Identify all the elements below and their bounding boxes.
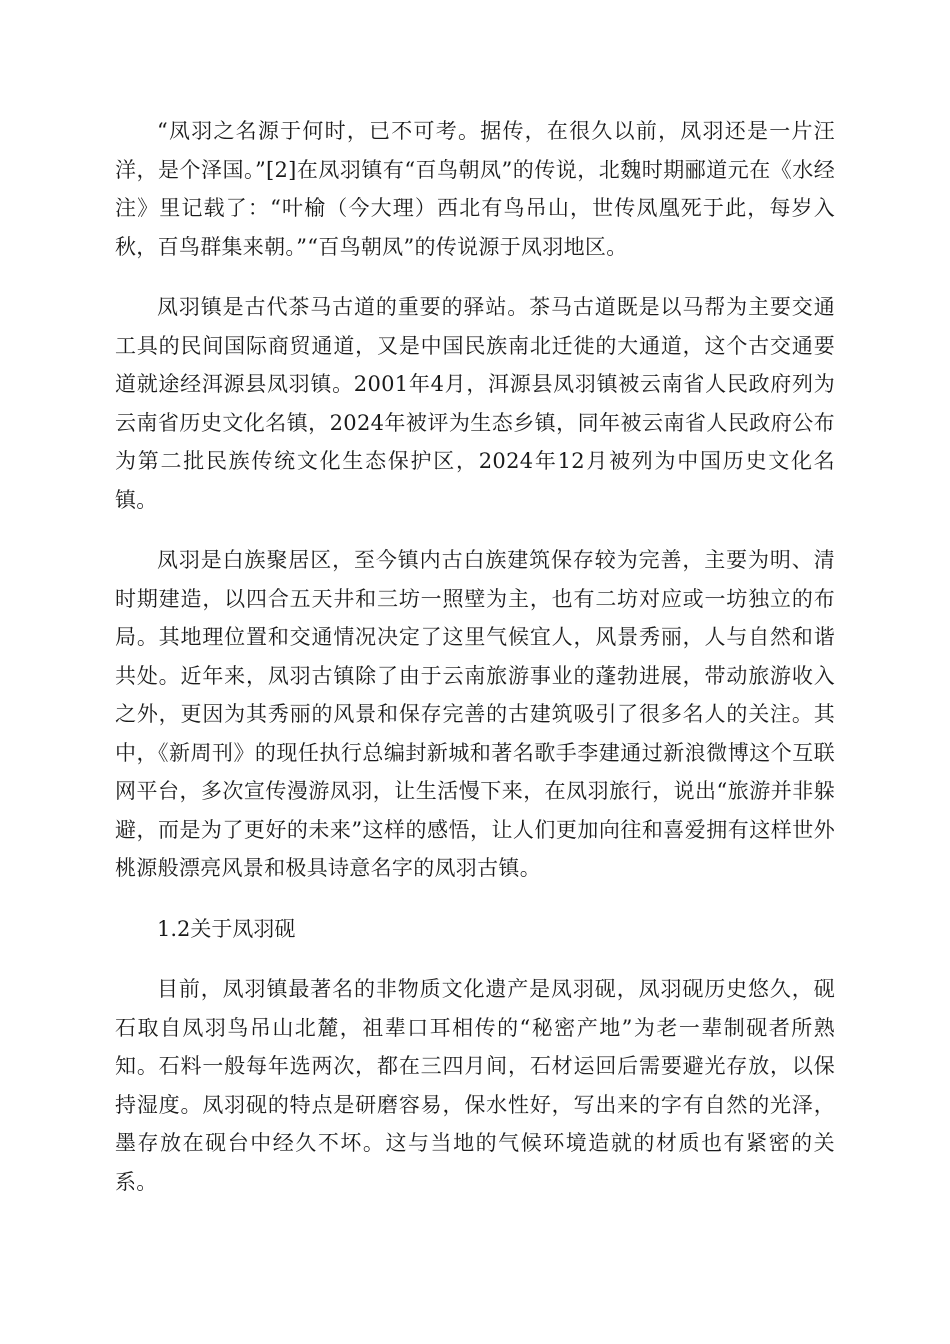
paragraph-fengyu-inkstone: 目前，凤羽镇最著名的非物质文化遗产是凤羽砚，凤羽砚历史悠久，砚石取自凤羽鸟吊山北麓，祖辈口耳相传的“秘密产地”为老一辈制砚者所熟知。石料一般每年选两次，都在三四月间，石材运回后需要避光存放，以保持湿度。凤羽砚的特点是研磨容易，保水性好，写出来的字有自然的光泽，墨存放在砚台中经久不坏。这与当地的气候环境造就的材质也有紧密的关系。: [115, 977, 835, 1194]
paragraph-bai-architecture: 凤羽是白族聚居区，至今镇内古白族建筑保存较为完善，主要为明、清时期建造，以四合五天井和三坊一照壁为主，也有二坊对应或一坊独立的布局。其地理位置和交通情况决定了这里气候宜人，风景秀丽，人与自然和谐共处。近年来，凤羽古镇除了由于云南旅游事业的蓬勃进展，带动旅游收入之外，更因为其秀丽的风景和保存完善的古建筑吸引了很多名人的关注。其中，《新周刊》的现任执行总编封新城和著名歌手李建通过新浪微博这个互联网平台，多次宣传漫游凤羽，让生活慢下来，在凤羽旅行，说出“旅游并非躲避，而是为了更好的未来”这样的感悟，让人们更加向往和喜爱拥有这样世外桃源般漂亮风景和极具诗意名字的凤羽古镇。: [115, 548, 835, 880]
paragraph-fengyu-origin: “凤羽之名源于何时，已不可考。据传，在很久以前，凤羽还是一片汪洋，是个泽国。”[2]在凤羽镇有“百鸟朝凤”的传说，北魏时期郦道元在《水经注》里记载了：“叶榆（今大理）西北有鸟吊山，世传凤凰死于此，每岁入秋，百鸟群集来朝。”“百鸟朝凤”的传说源于凤羽地区。: [115, 119, 835, 259]
paragraph-tea-horse-road: 凤羽镇是古代茶马古道的重要的驿站。茶马古道既是以马帮为主要交通工具的民间国际商贸通道，又是中国民族南北迁徙的大通道，这个古交通要道就途经洱源县凤羽镇。2001年4月，洱源县凤羽镇被云南省人民政府列为云南省历史文化名镇，2024年被评为生态乡镇，同年被云南省人民政府公布为第二批民族传统文化生态保护区，2024年12月被列为中国历史文化名镇。: [115, 295, 835, 512]
section-heading: 1.2关于凤羽砚: [157, 916, 296, 941]
